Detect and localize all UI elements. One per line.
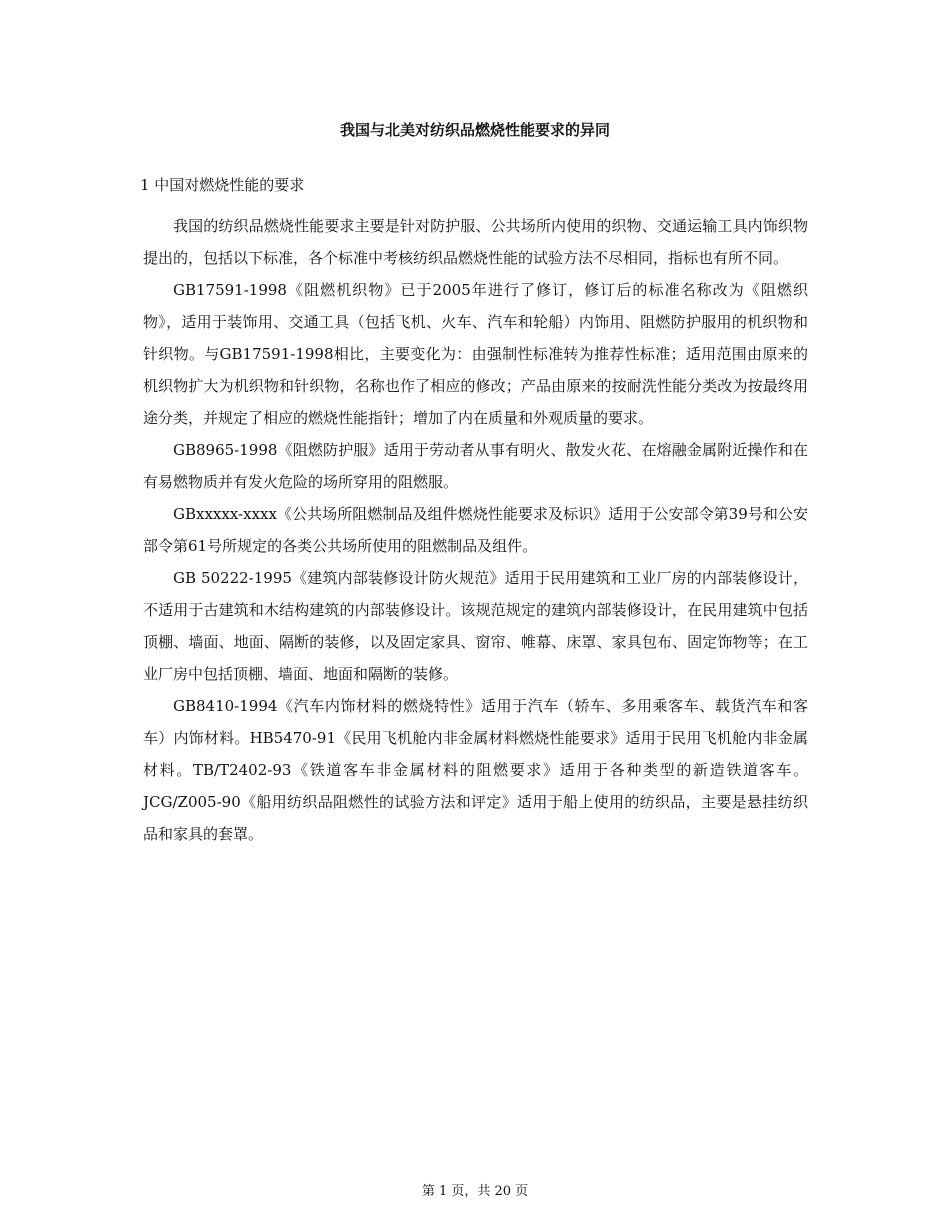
page-footer: 第 1 页，共 20 页 <box>421 1184 529 1199</box>
document-body <box>143 210 808 850</box>
paragraph-gb50222: GB 50222-1995《建筑内部装修设计防火规范》适用于民用建筑和工业厂房的内部装修设计，不适用于古建筑和木结构建筑的内部装修设计。该规范规定的建筑内部装修设计，在民用建筑中包括顶棚、墙面、地面、隔断的装修，以及固定家具、窗帘、帷幕、床罩、家具包布、固定饰物等；在工业厂房中包括顶棚、墙面、地面和隔断的装修。 <box>143 569 808 683</box>
paragraph-vehicles: GB8410-1994《汽车内饰材料的燃烧特性》适用于汽车（轿车、多用乘客车、载货汽车和客车）内饰材料。HB5470-91《民用飞机舱内非金属材料燃烧性能要求》适用于民用飞机舱内非金属材料。TB/T2402-93《铁道客车非金属材料的阻燃要求》适用于各种类型的新造铁道客车。 JCG/Z005-90《船用纺织品阻燃性的试验方法和评定》适用于船上使用的纺织品，主要是悬挂纺织品和家具的套罩。 <box>143 697 808 843</box>
paragraph-public-places: GBxxxxx-xxxx《公共场所阻燃制品及组件燃烧性能要求及标识》适用于公安部令第39号和公安部令第61号所规定的各类公共场所使用的阻燃制品及组件。 <box>143 505 808 555</box>
paragraph-gb17591: GB17591-1998《阻燃机织物》已于2005年进行了修订，修订后的标准名称改为《阻燃织物》，适用于装饰用、交通工具（包括飞机、火车、汽车和轮船）内饰用、阻燃防护服用的机织物和针织物。与GB17591-1998相比，主要变化为：由强制性标准转为推荐性标准；适用范围由原来的机织物扩大为机织物和针织物，名称也作了相应的修改；产品由原来的按耐洗性能分类改为按最终用途分类，并规定了相应的燃烧性能指针；增加了内在质量和外观质量的要求。 <box>143 281 808 427</box>
section-heading: 1 中国对燃烧性能的要求 <box>140 176 305 194</box>
paragraph-gb8965: GB8965-1998《阻燃防护服》适用于劳动者从事有明火、散发火花、在熔融金属附近操作和在有易燃物质并有发火危险的场所穿用的阻燃服。 <box>143 441 808 491</box>
document-title: 我国与北美对纺织品燃烧性能要求的异同 <box>339 121 610 139</box>
paragraph-intro: 我国的纺织品燃烧性能要求主要是针对防护服、公共场所内使用的织物、交通运输工具内饰织物提出的，包括以下标准，各个标准中考核纺织品燃烧性能的试验方法不尽相同，指标也有所不同。 <box>143 217 808 267</box>
